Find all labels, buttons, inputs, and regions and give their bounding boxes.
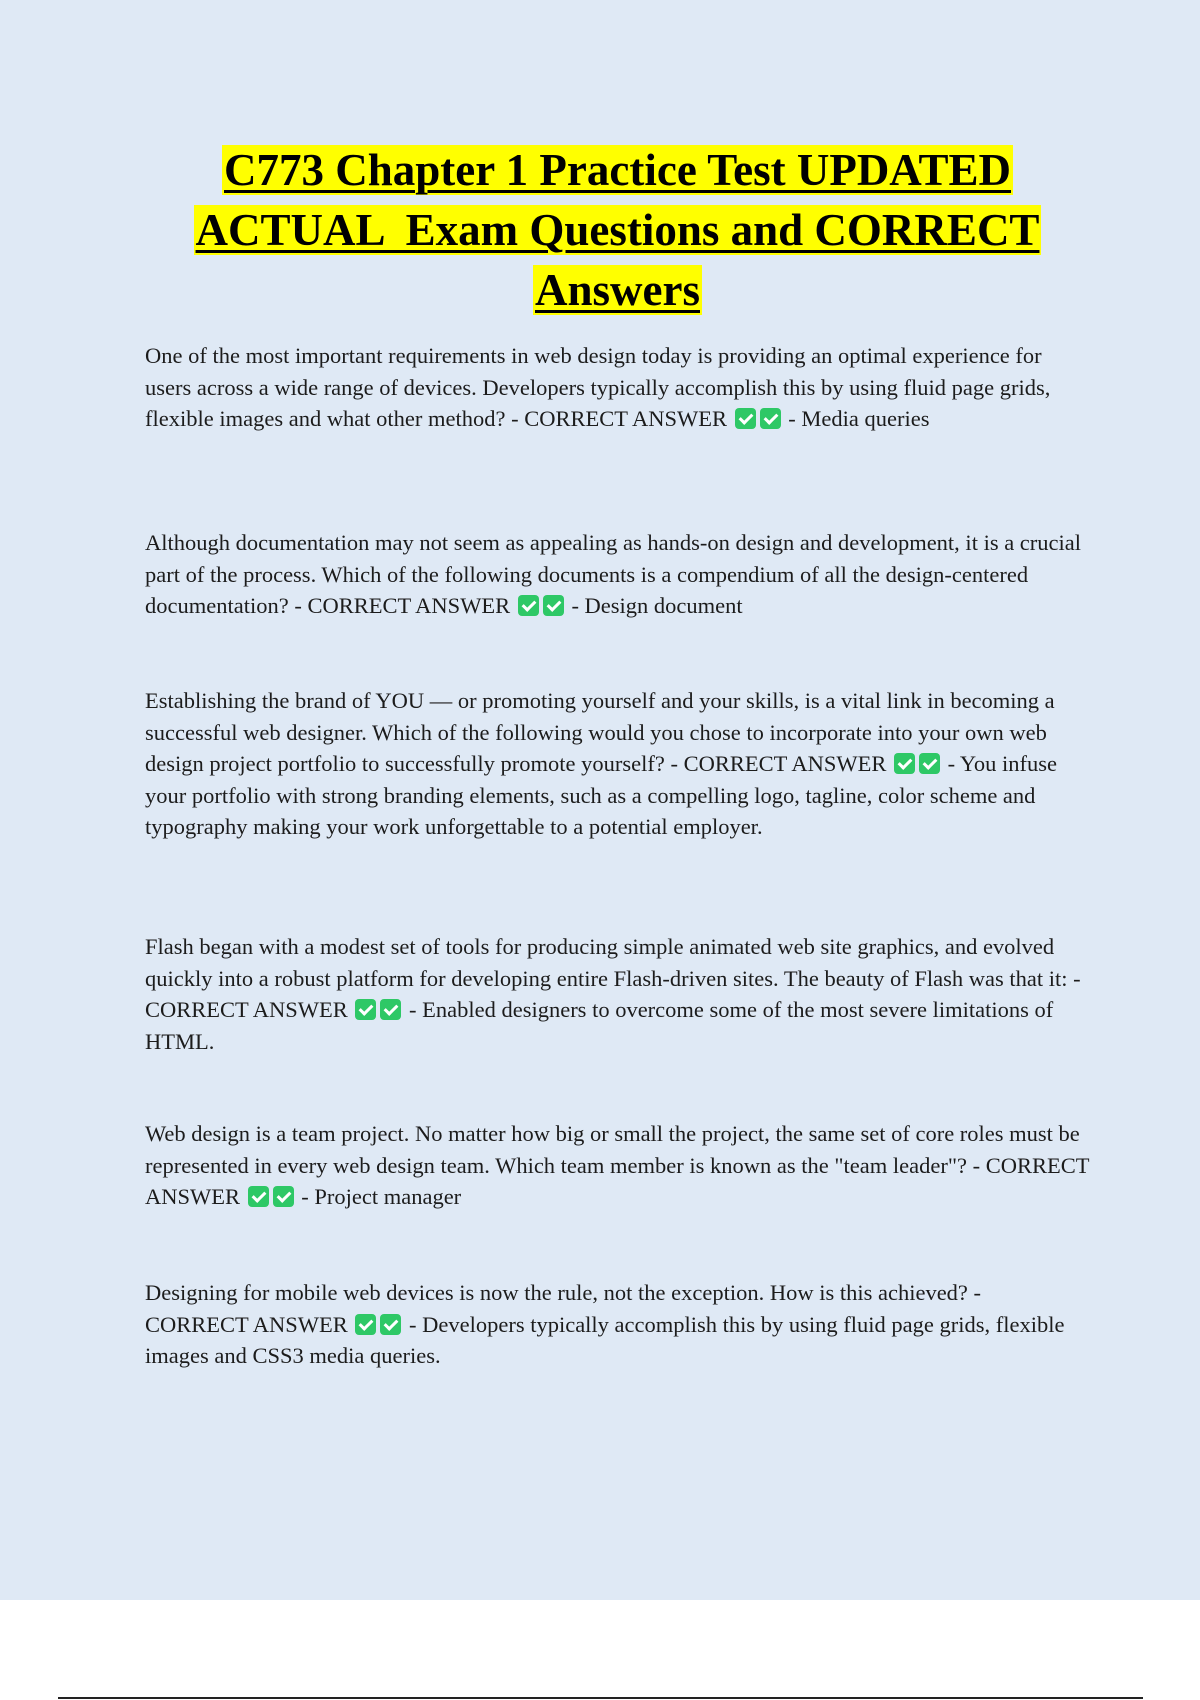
question-text: Flash began with a modest set of tools for producing simple animated web site graphics, and evolved quickly into a robust platform for developing entire Flash-driven sites. The beauty of Flash was that it: - CORRECT ANSWER	[145, 934, 1081, 1022]
title-line-2: ACTUAL Exam Questions and CORRECT	[195, 205, 1040, 255]
footer-divider	[58, 1697, 1143, 1699]
answer-text: - You infuse your portfolio with strong branding elements, such as a compelling logo, tagline, color scheme and typography making your work unforgettable to a potential employer.	[145, 751, 1058, 839]
question-text: Web design is a team project. No matter how big or small the project, the same set of core roles must be represented in every web design team. Which team member is known as the "team leader"? - CORRECT ANSWER	[145, 1121, 1090, 1209]
answer-text: - Enabled designers to overcome some of the most severe limitations of HTML.	[145, 997, 1054, 1054]
check-box-icon	[735, 408, 756, 429]
check-box-icon	[380, 999, 401, 1020]
check-box-icon	[894, 753, 915, 774]
answer-text: - Project manager	[301, 1184, 462, 1209]
check-box-icon	[543, 595, 564, 616]
check-box-icon	[380, 1314, 401, 1335]
document-title	[130, 140, 1105, 320]
question-text: One of the most important requirements in web design today is providing an optimal experience for users across a wide range of devices. Developers typically accomplish this by using fluid page grids, flexible images and what other method? - CORRECT ANSWER	[145, 343, 1051, 431]
check-box-icon	[248, 1186, 269, 1207]
question-text: Establishing the brand of YOU — or promoting yourself and your skills, is a vital link in becoming a successful web designer. Which of the following would you chose to incorporate into your own web design project portfolio to successfully promote yourself? - CORRECT ANSWER	[145, 688, 1055, 776]
answer-text: - Design document	[571, 593, 743, 618]
qa-item-5	[145, 1118, 1090, 1213]
question-text: Designing for mobile web devices is now the rule, not the exception. How is this achieved? - CORRECT ANSWER	[145, 1280, 982, 1337]
check-box-icon	[355, 1314, 376, 1335]
qa-item-4	[145, 931, 1090, 1057]
qa-item-6	[145, 1277, 1090, 1372]
title-line-1: C773 Chapter 1 Practice Test UPDATED	[224, 145, 1011, 195]
answer-text: - Media queries	[788, 406, 930, 431]
check-box-icon	[919, 753, 940, 774]
check-box-icon	[273, 1186, 294, 1207]
qa-item-2	[145, 527, 1090, 622]
qa-item-3	[145, 685, 1090, 843]
check-box-icon	[518, 595, 539, 616]
title-line-3: Answers	[535, 265, 700, 315]
check-box-icon	[760, 408, 781, 429]
question-text: Although documentation may not seem as appealing as hands-on design and development, it is a crucial part of the process. Which of the following documents is a compendium of all the design-centered documentation? - CORRECT ANSWER	[145, 530, 1082, 618]
qa-item-1	[145, 340, 1090, 435]
check-box-icon	[355, 999, 376, 1020]
answer-text: - Developers typically accomplish this by using fluid page grids, flexible images and CSS3 media queries.	[145, 1311, 1065, 1368]
